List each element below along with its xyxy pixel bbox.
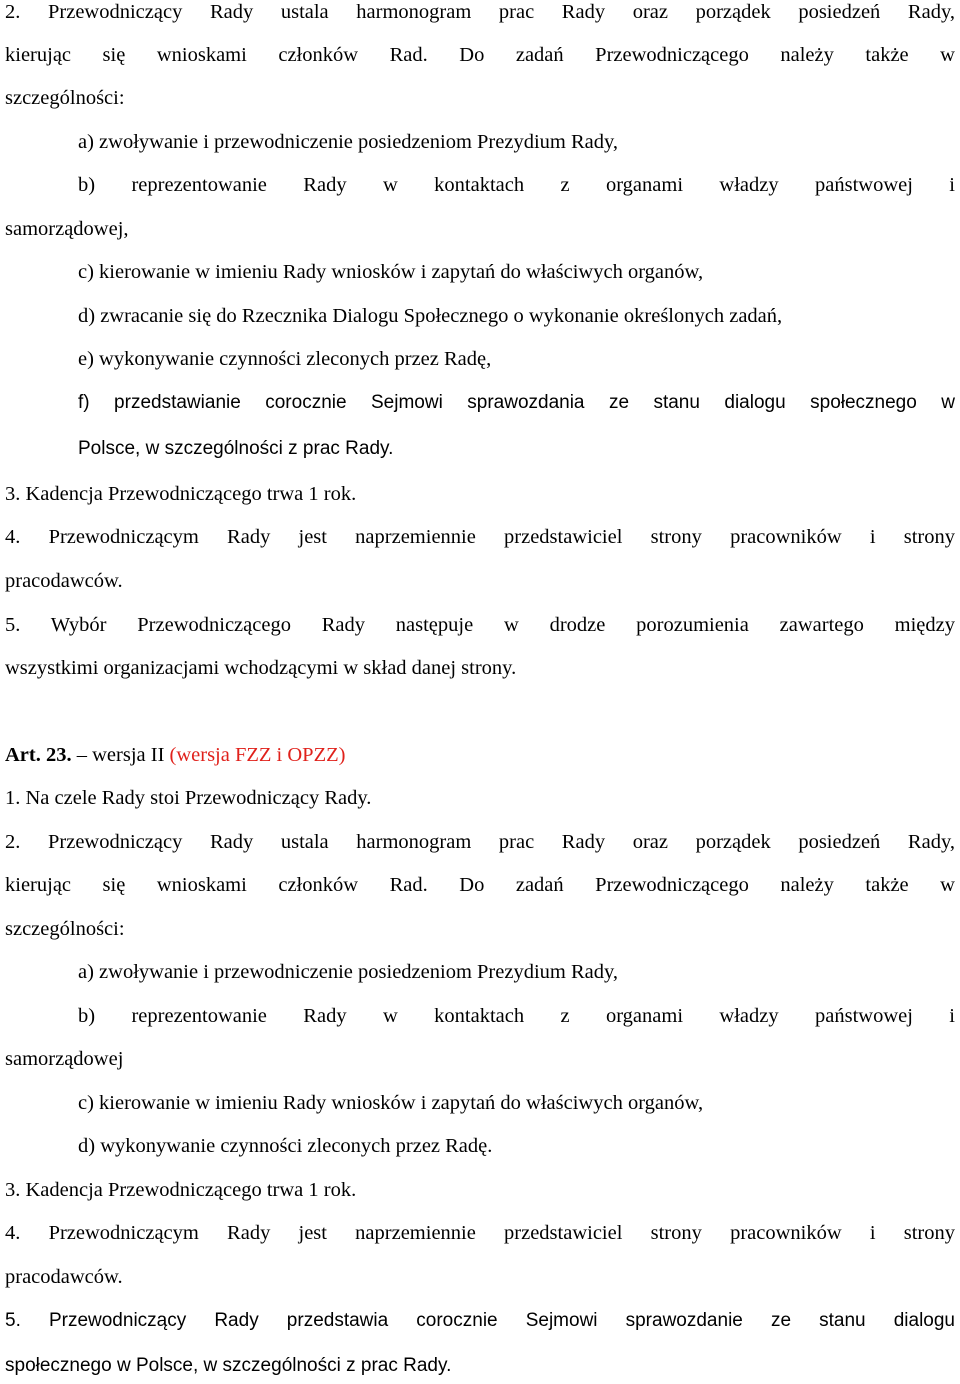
top-item-c: c) kierowanie w imieniu Rady wniosków i zapytań do właściwych organów, [78,261,704,283]
top-item-b-line2: samorządowej, [5,218,129,240]
article-heading-line [5,737,955,773]
article-version-note: (wersja FZZ i OPZZ) [169,744,346,766]
article-p5-line1: 5. Przewodniczący Rady przedstawia corocznie Sejmowi sprawozdanie ze stanu dialogu [5,1310,955,1331]
article-item-a: a) zwoływanie i przewodniczenie posiedzeniom Prezydium Rady, [78,961,619,983]
top-item-e: e) wykonywanie czynności zleconych przez Radę, [78,348,492,370]
article-p1: 1. Na czele Rady stoi Przewodniczący Rady. [5,787,372,809]
article-p2-line1: 2. Przewodniczący Rady ustala harmonogram prac Rady oraz porządek posiedzeń Rady, [5,831,955,853]
article-version: – wersja II [71,744,170,766]
top-p2-line2: kierując się wnioskami członków Rad. Do zadań Przewodniczącego należy także w [5,44,955,66]
top-p5-line2: wszystkimi organizacjami wchodzącymi w skład danej strony. [5,657,517,679]
article-p2-line3: szczególności: [5,918,125,940]
article-item-d: d) wykonywanie czynności zleconych przez Radę. [78,1135,493,1157]
top-item-a: a) zwoływanie i przewodniczenie posiedzeniom Prezydium Rady, [78,131,619,153]
top-p5-line1: 5. Wybór Przewodniczącego Rady następuje w drodze porozumienia zawartego między [5,614,955,636]
top-p3: 3. Kadencja Przewodniczącego trwa 1 rok. [5,483,357,505]
article-heading: Art. 23. [5,744,72,766]
article-item-b-line2: samorządowej [5,1048,124,1070]
top-p2-line3: szczególności: [5,87,125,109]
article-p2-line2: kierując się wnioskami członków Rad. Do zadań Przewodniczącego należy także w [5,874,955,896]
top-p4-line1: 4. Przewodniczącym Rady jest naprzemiennie przedstawiciel strony pracowników i strony [5,526,955,548]
top-p2-line1: 2. Przewodniczący Rady ustala harmonogram prac Rady oraz porządek posiedzeń Rady, [5,1,955,23]
article-item-b-line1: b) reprezentowanie Rady w kontaktach z organami władzy państwowej i [78,1005,955,1027]
top-item-f-line1: f) przedstawianie corocznie Sejmowi sprawozdania ze stanu dialogu społecznego w [78,392,955,413]
article-p5-line2: społecznego w Polsce, w szczególności z prac Rady. [5,1355,452,1376]
article-p3: 3. Kadencja Przewodniczącego trwa 1 rok. [5,1179,357,1201]
top-item-f-line2: Polsce, w szczególności z prac Rady. [78,438,394,459]
top-item-b-line1: b) reprezentowanie Rady w kontaktach z organami władzy państwowej i [78,174,955,196]
article-p4-line2: pracodawców. [5,1266,123,1288]
article-p4-line1: 4. Przewodniczącym Rady jest naprzemiennie przedstawiciel strony pracowników i strony [5,1222,955,1244]
top-p4-line2: pracodawców. [5,570,123,592]
article-item-c: c) kierowanie w imieniu Rady wniosków i zapytań do właściwych organów, [78,1092,704,1114]
top-item-d: d) zwracanie się do Rzecznika Dialogu Społecznego o wykonanie określonych zadań, [78,305,783,327]
